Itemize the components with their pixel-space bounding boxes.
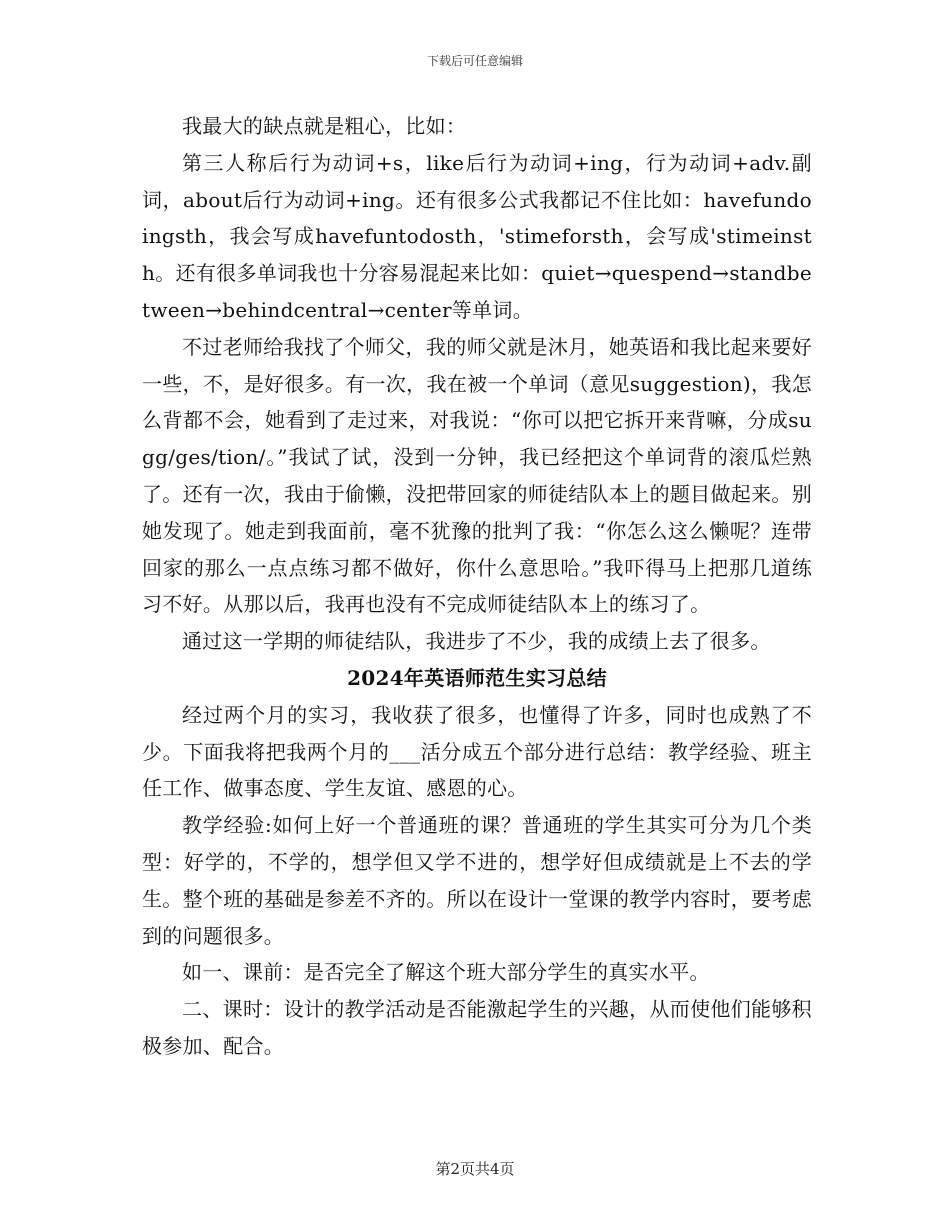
paragraph-during-class: 二、课时：设计的教学活动是否能激起学生的兴趣，从而使他们能够积极参加、配合。 xyxy=(142,997,812,1058)
section-title: 2024年英语师范生实习总结 xyxy=(347,665,607,690)
paragraph-teaching-experience: 教学经验:如何上好一个普通班的课？普通班的学生其实可分为几个类型：好学的，不学的，想学但又学不进的，想学好但成绩就是上不去的学生。整个班的基础是参差不齐的。所以在设计一堂课的教学内容时，要考虑到的问题很多。 xyxy=(142,813,812,948)
paragraph-before-class: 如一、课前：是否完全了解这个班大部分学生的真实水平。 xyxy=(182,960,710,985)
page-header-note: 下载后可任意编辑 xyxy=(426,54,523,68)
paragraph-mentor-story: 不过老师给我找了个师父，我的师父就是沐月，她英语和我比起来要好一些，不，是好很多。有一次，我在被一个单词（意见suggestion)，我怎么背都不会，她看到了走过来，对我说：“你可以把它拆开来背嘛，分成sugg/ges/tion/。”我试了试，没到一分钟，我已经把这个单词背的滚瓜烂熟了。还有一次，我由于偷懒，没把带回家的师徒结队本上的题目做起来。别她发现了。她走到我面前，毫不犹豫的批判了我：“你怎么这么懒呢？连带回家的那么一点点练习都不做好，你什么意思哈。”我吓得马上把那几道练习不好。从那以后，我再也没有不完成师徒结队本上的练习了。 xyxy=(142,334,812,617)
paragraph-progress-summary: 通过这一学期的师徒结队，我进步了不少，我的成绩上去了很多。 xyxy=(182,629,771,654)
document-body xyxy=(142,108,812,1065)
paragraph-grammar-mistakes: 第三人称后行为动词+s，like后行为动词+ing，行为动词+adv.副词，about后行为动词+ing。还有很多公式我都记不住比如：havefundoingsth，我会写成havefuntodosth，'stimeforsth，会写成'stimeinsth。还有很多单词我也十分容易混起来比如：quiet→quespend→standbetween→behindcentral→center等单词。 xyxy=(142,150,812,322)
paragraph-internship-intro: 经过两个月的实习，我收获了很多，也懂得了许多，同时也成熟了不少。下面我将把我两个月的___活分成五个部分进行总结：教学经验、班主任工作、做事态度、学生友谊、感恩的心。 xyxy=(142,702,812,801)
paragraph-shortcoming-intro: 我最大的缺点就是粗心，比如： xyxy=(182,114,467,138)
page-number: 第2页共4页 xyxy=(435,1160,515,1178)
